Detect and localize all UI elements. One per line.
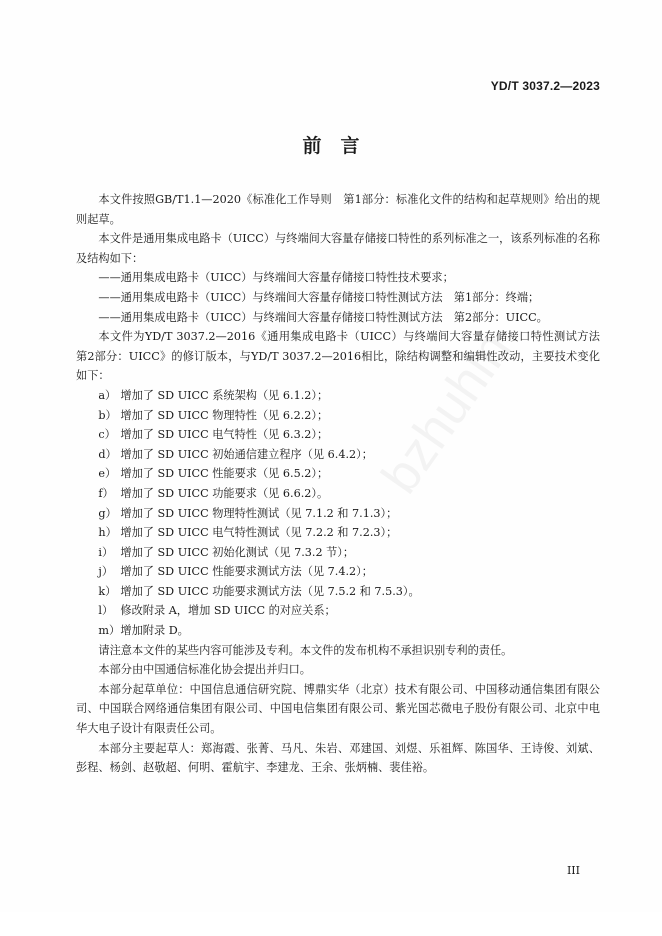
change-text: 增加了 SD UICC 功能要求测试方法（见 7.5.2 和 7.5.3）。 xyxy=(120,584,420,598)
footer-strip xyxy=(0,912,662,936)
page-number: III xyxy=(566,864,580,877)
change-item xyxy=(76,523,600,543)
change-item xyxy=(76,445,600,465)
change-text: 修改附录 A，增加 SD UICC 的对应关系； xyxy=(120,604,336,618)
change-item xyxy=(76,464,600,484)
document-body xyxy=(76,190,612,778)
change-text: 增加附录 D。 xyxy=(120,624,189,638)
change-item xyxy=(76,406,600,426)
paragraph-drafting-rules: 本文件按照GB/T1.1—2020《标准化工作导则 第1部分：标准化文件的结构和起草规则》给出的规则起草。 xyxy=(76,193,600,226)
change-text: 增加了 SD UICC 初始化测试（见 7.3.2 节）； xyxy=(120,545,355,559)
change-text: 增加了 SD UICC 性能要求测试方法（见 7.4.2）； xyxy=(120,565,373,579)
change-item xyxy=(76,543,600,563)
change-item xyxy=(76,582,600,602)
change-item xyxy=(76,601,600,621)
change-label: h） xyxy=(98,526,117,540)
change-item xyxy=(76,621,600,641)
change-label: j） xyxy=(98,565,114,579)
paragraph-patent-notice: 请注意本文件的某些内容可能涉及专利。本文件的发布机构不承担识别专利的责任。 xyxy=(98,643,513,657)
change-text: 增加了 SD UICC 电气特性测试（见 7.2.2 和 7.2.3）； xyxy=(120,526,398,540)
change-text: 增加了 SD UICC 功能要求（见 6.6.2）。 xyxy=(120,486,329,500)
change-text: 增加了 SD UICC 系统架构（见 6.1.2）； xyxy=(120,388,329,402)
series-list xyxy=(76,268,600,327)
change-text: 增加了 SD UICC 电气特性（见 6.3.2）； xyxy=(120,428,329,442)
page-title: 前 言 xyxy=(302,135,360,157)
change-label: b） xyxy=(98,408,117,422)
change-item xyxy=(76,504,600,524)
paragraph-series-intro: 本文件是通用集成电路卡（UICC）与终端间大容量存储接口特性的系列标准之一，该系列标准的名称及结构如下： xyxy=(76,232,600,265)
change-label: d） xyxy=(98,447,117,461)
change-label: g） xyxy=(98,506,117,520)
change-label: a） xyxy=(98,388,117,402)
change-item xyxy=(76,386,600,406)
change-label: l） xyxy=(98,604,114,618)
paragraph-drafters: 本部分主要起草人：郑海霞、张菁、马凡、朱岩、邓建国、刘煜、乐祖辉、陈国华、王诗俊、刘斌、彭程、杨剑、赵敬超、何明、霍航宇、李建龙、王余、张炳楠、裴佳裕。 xyxy=(76,741,600,775)
change-item xyxy=(76,425,600,445)
series-item: ——通用集成电路卡（UICC）与终端间大容量存储接口特性技术要求； xyxy=(98,271,454,285)
change-text: 增加了 SD UICC 物理特性测试（见 7.1.2 和 7.1.3）； xyxy=(120,506,398,520)
change-label: c） xyxy=(98,428,116,442)
change-item xyxy=(76,562,600,582)
change-text: 增加了 SD UICC 物理特性（见 6.2.2）； xyxy=(120,408,329,422)
changes-list xyxy=(76,386,600,641)
change-item xyxy=(76,484,600,504)
document-code: YD/T 3037.2—2023 xyxy=(490,79,600,93)
change-label: i） xyxy=(98,545,114,559)
series-item: ——通用集成电路卡（UICC）与终端间大容量存储接口特性测试方法 第2部分：UICC。 xyxy=(98,310,548,324)
change-label: k） xyxy=(98,584,117,598)
change-text: 增加了 SD UICC 初始通信建立程序（见 6.4.2）； xyxy=(120,447,373,461)
change-label: m） xyxy=(98,624,121,638)
change-label: e） xyxy=(98,467,117,481)
paragraph-revision: 本文件为YD/T 3037.2—2016《通用集成电路卡（UICC）与终端间大容量存储接口特性测试方法 第2部分：UICC》的修订版本，与YD/T 3037.2—2016相比，除结构调整和编辑性改动，主要技术变化如下： xyxy=(76,330,612,383)
series-item: ——通用集成电路卡（UICC）与终端间大容量存储接口特性测试方法 第1部分：终端； xyxy=(98,290,540,304)
change-label: f） xyxy=(98,486,114,500)
paragraph-drafting-units: 本部分起草单位：中国信息通信研究院、博鼎实华（北京）技术有限公司、中国移动通信集团有限公司、中国联合网络通信集团有限公司、中国电信集团有限公司、紫光国芯微电子股份有限公司、北京中电华大电子设计有限责任公司。 xyxy=(76,682,600,736)
change-text: 增加了 SD UICC 性能要求（见 6.5.2）； xyxy=(120,467,329,481)
paragraph-proposer: 本部分由中国通信标准化协会提出并归口。 xyxy=(98,663,311,677)
